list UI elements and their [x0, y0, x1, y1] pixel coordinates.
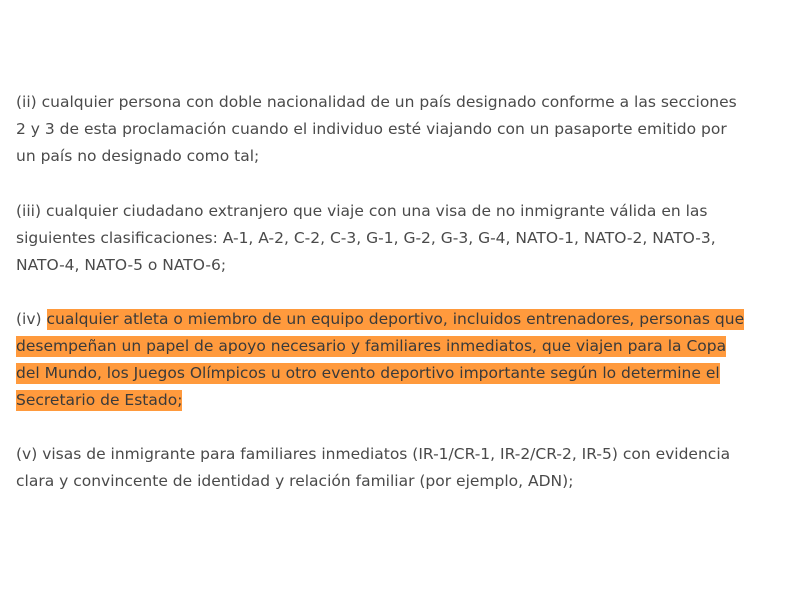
- paragraph-ii: [16, 89, 776, 170]
- paragraph-line: un país no designado como tal;: [16, 147, 260, 165]
- paragraph-line: clara y convincente de identidad y relación familiar (por ejemplo, ADN);: [16, 472, 574, 490]
- paragraph-line: (v) visas de inmigrante para familiares inmediatos (IR-1/CR-1, IR-2/CR-2, IR-5) con evidencia: [16, 445, 731, 463]
- highlighted-text[interactable]: del Mundo, los Juegos Olímpicos u otro evento deportivo importante según lo determine el: [16, 364, 720, 382]
- paragraph-iii: [16, 198, 776, 279]
- highlighted-text[interactable]: desempeñan un papel de apoyo necesario y familiares inmediatos, que viajen para la Copa: [16, 337, 727, 355]
- paragraph-v: [16, 441, 776, 495]
- highlighted-text[interactable]: Secretario de Estado;: [16, 391, 183, 409]
- paragraph-line: [16, 360, 776, 387]
- highlighted-text[interactable]: cualquier atleta o miembro de un equipo deportivo, incluidos entrenadores, personas que: [46, 310, 745, 328]
- paragraph-line: [16, 387, 776, 414]
- paragraph-line: [16, 306, 776, 333]
- paragraph-iv[interactable]: [16, 306, 776, 414]
- paragraph-line: 2 y 3 de esta proclamación cuando el individuo esté viajando con un pasaporte emitido por: [16, 120, 727, 138]
- paragraph-line: siguientes clasificaciones: A-1, A-2, C-2, C-3, G-1, G-2, G-3, G-4, NATO-1, NATO-2, NATO-3,: [16, 229, 716, 247]
- paragraph-line: NATO-4, NATO-5 o NATO-6;: [16, 256, 227, 274]
- paragraph-marker: (iv): [16, 310, 47, 328]
- paragraph-line: [16, 333, 776, 360]
- paragraph-line: (iii) cualquier ciudadano extranjero que viaje con una visa de no inmigrante válida en las: [16, 202, 708, 220]
- paragraph-line: (ii) cualquier persona con doble nacionalidad de un país designado conforme a las secciones: [16, 93, 737, 111]
